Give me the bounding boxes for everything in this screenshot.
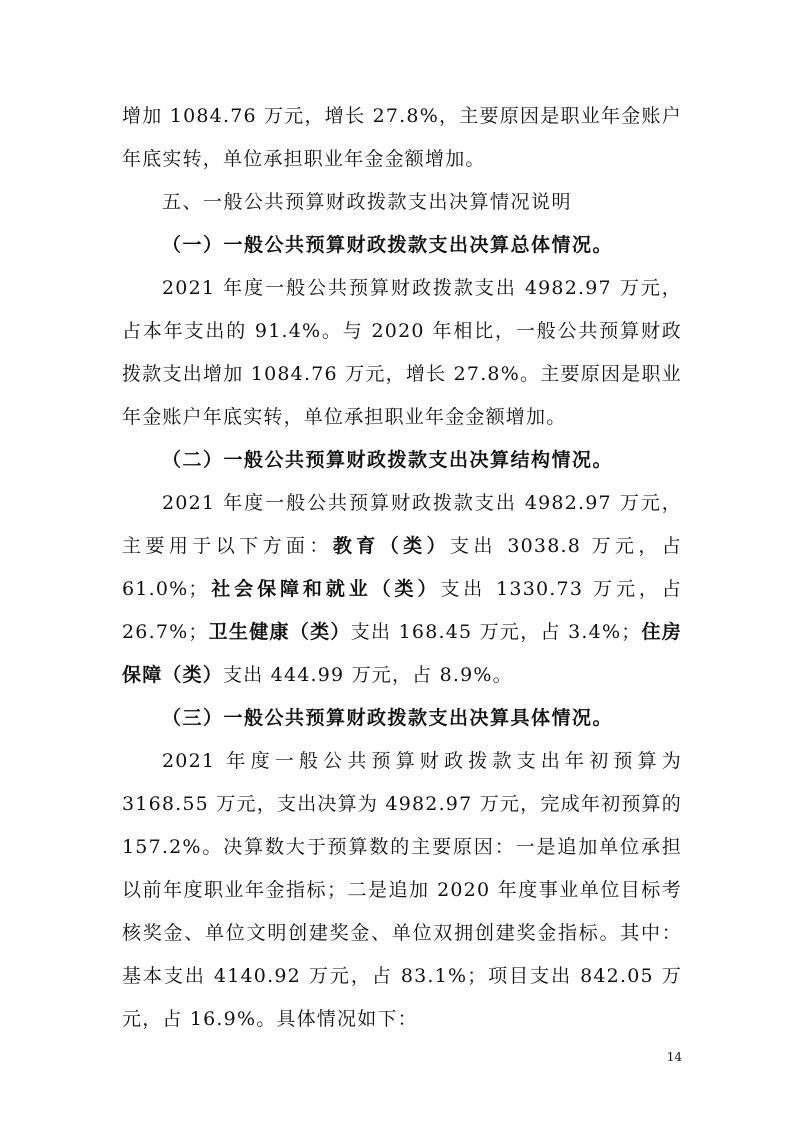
page-number: 14 (666, 1050, 682, 1064)
subsection-1-text: 2021 年度一般公共预算财政拨款支出 4982.97 万元，占本年支出的 91.4%。与 2020 年相比，一般公共预算财政拨款支出增加 1084.76 万元，增长 27.8%。主要原因是职业年金账户年底实转，单位承担职业年金金额增加。 (122, 277, 682, 428)
structure-intro: 2021 年度一般公共预算财政拨款支出 4982.97 万元，主要用于以下方面： (122, 492, 682, 557)
section-5-title: 五、一般公共预算财政拨款支出决算情况说明 (162, 191, 573, 213)
subsection-3-title: （三）一般公共预算财政拨款支出决算具体情况。 (162, 707, 614, 729)
subsection-3-text: 2021 年度一般公共预算财政拨款支出年初预算为 3168.55 万元，支出决算为 4982.97 万元，完成年初预算的 157.2%。决算数大于预算数的主要原因：一是追加单位承担以前年度职业年金指标；二是追加 2020 年度事业单位目标考核奖金、单位文明创建奖金、单位双拥创建奖金指标。其中：基本支出 4140.92 万元，占 83.1%；项目支出 842.05 万元，占 16.9%。具体情况如下： (122, 750, 682, 1030)
paragraph-top: 增加 1084.76 万元，增长 27.8%，主要原因是职业年金账户年底实转，单位承担职业年金金额增加。 (122, 105, 682, 170)
item-housing-label: 住房保障（类） (122, 621, 682, 686)
item-education-label: 教育（类） (332, 535, 451, 557)
item-social-security-label: 社会保障和就业（类） (208, 578, 441, 600)
item-social-security-text: 支出 1330.73 万元，占 26.7%； (122, 578, 682, 643)
subsection-1-title: （一）一般公共预算财政拨款支出决算总体情况。 (162, 234, 614, 256)
item-education-text: 支出 3038.8 万元，占 61.0%； (122, 535, 682, 600)
item-housing-text: 支出 444.99 万元，占 8.9%。 (223, 664, 513, 686)
subsection-2-text (122, 482, 682, 697)
subsection-2-title: （二）一般公共预算财政拨款支出决算结构情况。 (162, 449, 614, 471)
item-health-text: 支出 168.45 万元，占 3.4%； (350, 621, 642, 643)
item-health-label: 卫生健康（类） (208, 621, 351, 643)
